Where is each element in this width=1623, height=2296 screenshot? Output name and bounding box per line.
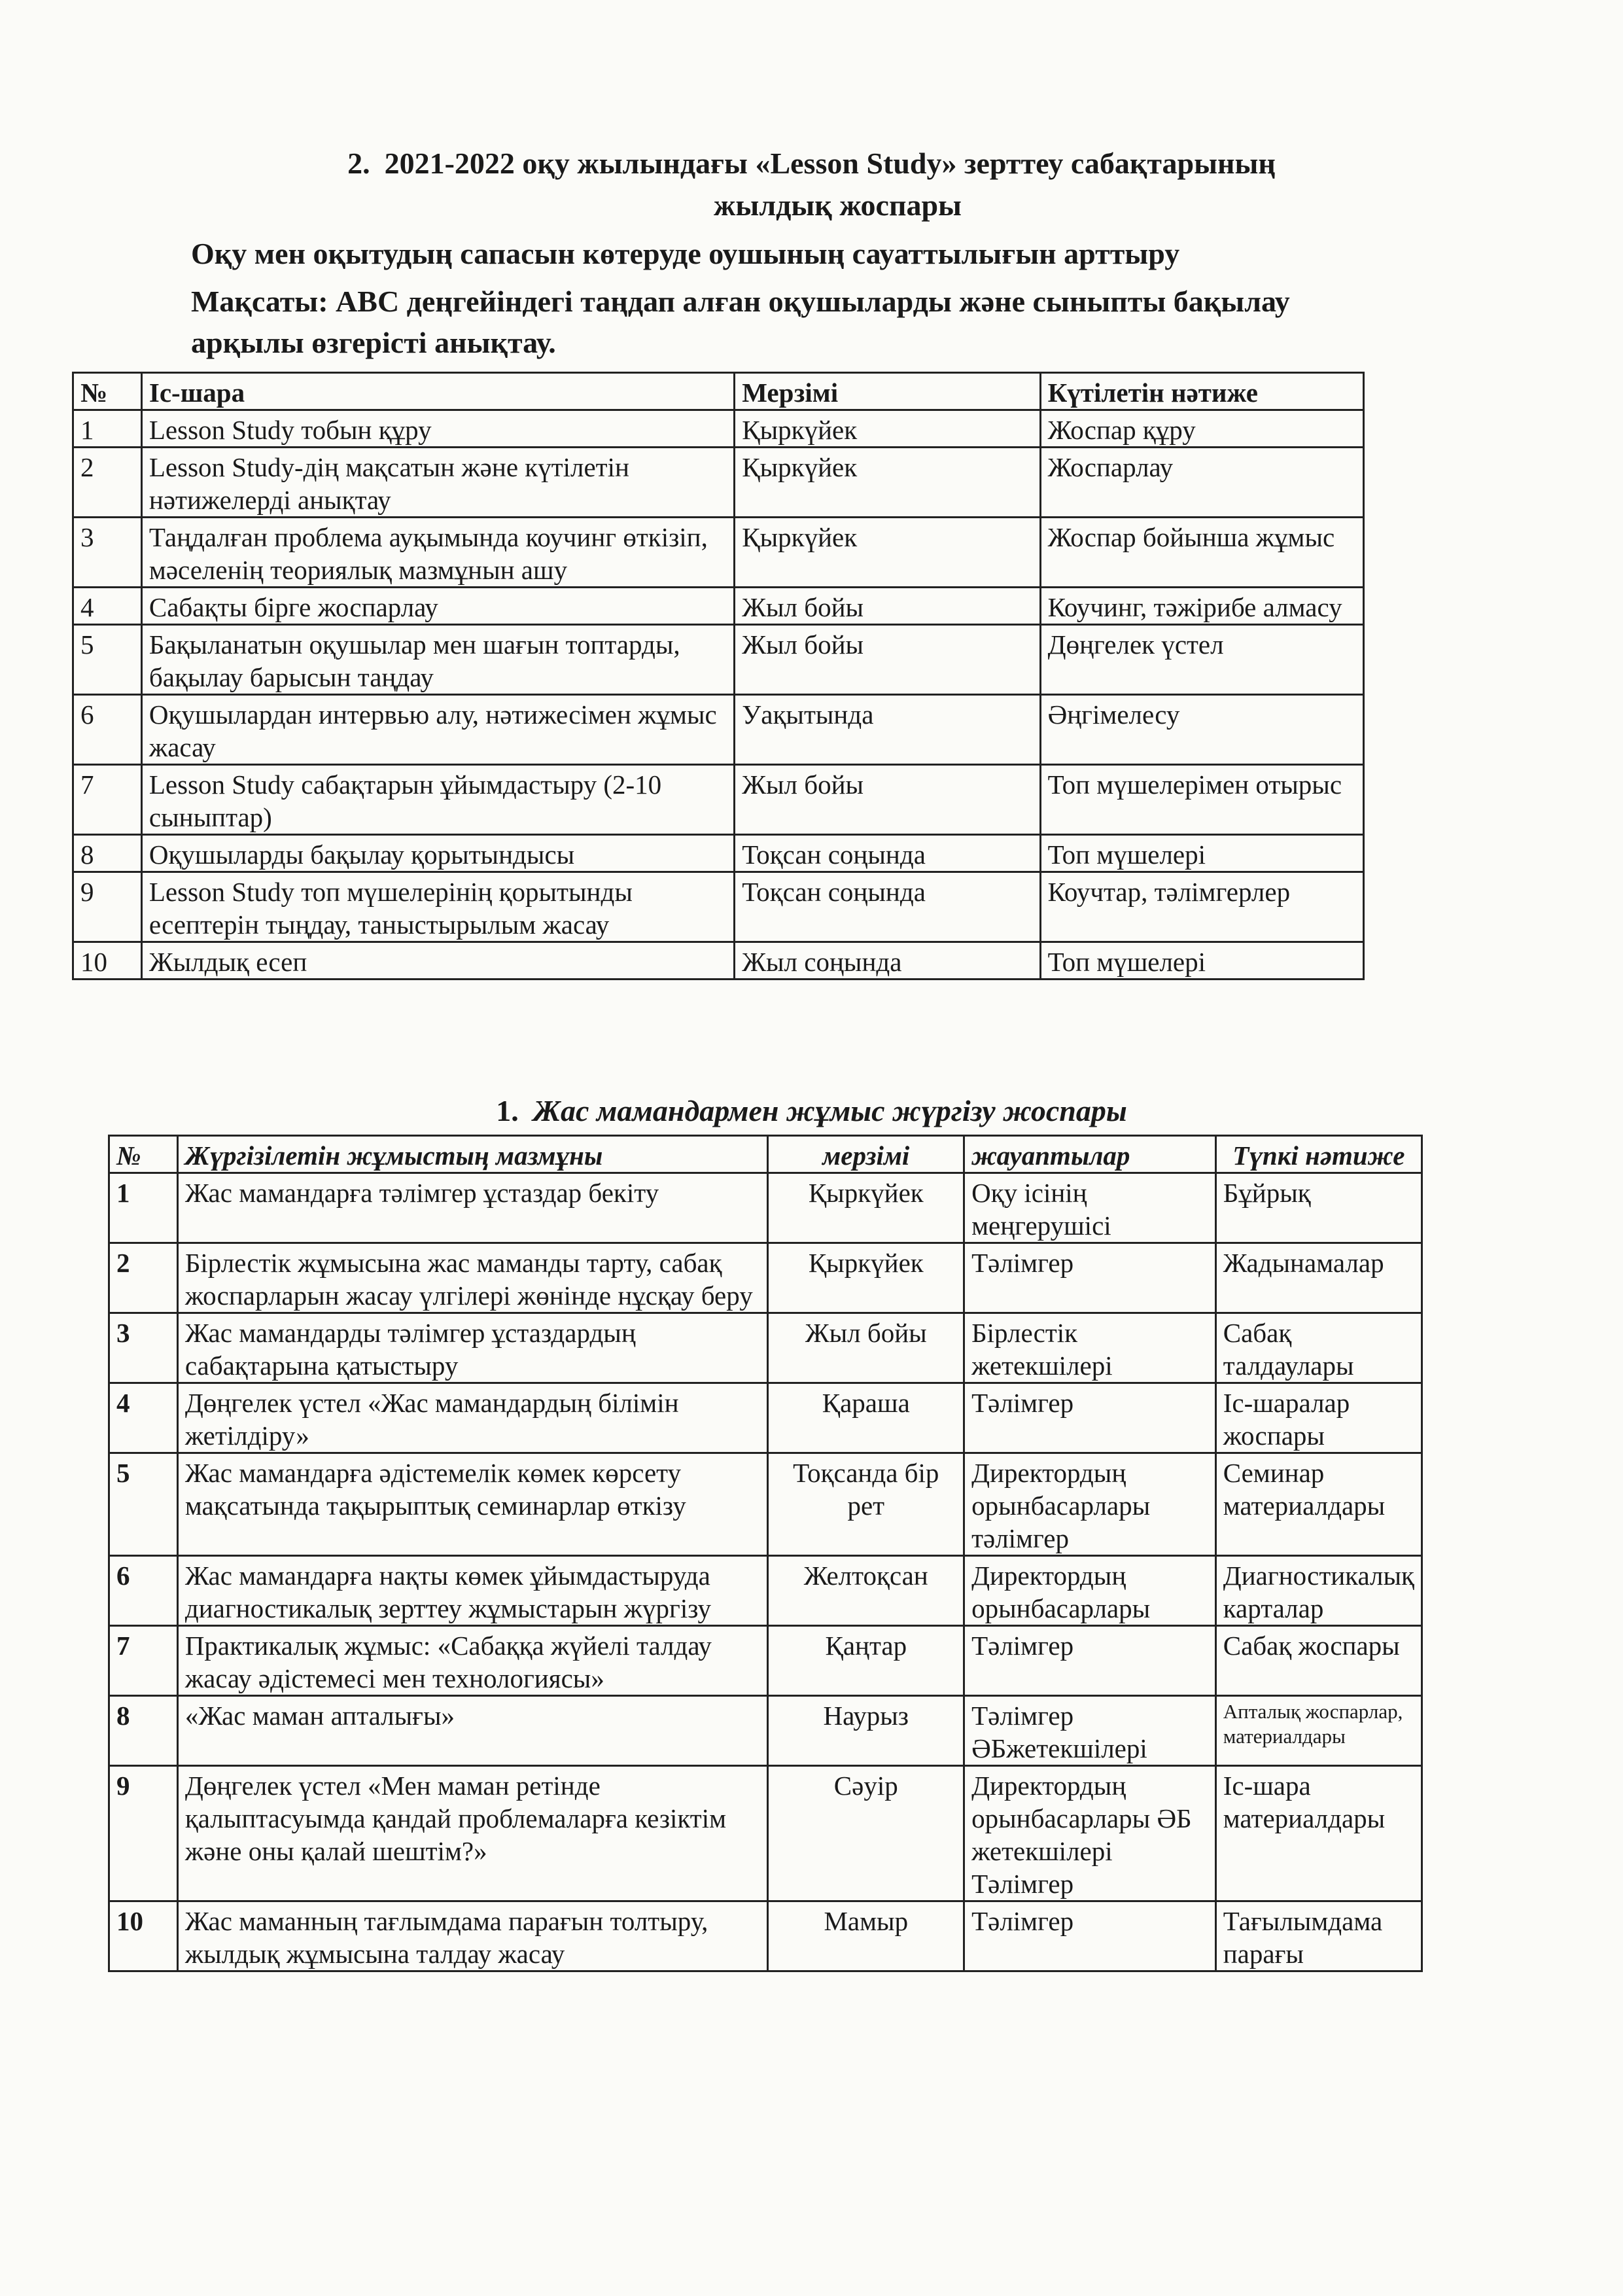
row-expected-result: Жоспарлау [1040, 448, 1363, 518]
row-number: 1 [73, 410, 142, 448]
section2-title: 1. Жас мамандармен жұмыс жүргізу жоспары [496, 1094, 1127, 1127]
row-final-result: Іс-шара материалдары [1215, 1766, 1422, 1901]
row-expected-result: Жоспар бойынша жұмыс [1040, 518, 1363, 588]
row-number: 5 [109, 1453, 178, 1556]
lesson-study-plan-table [72, 372, 1365, 980]
section1-title-line1: 2. 2021-2022 оқу жылындағы «Lesson Study» зерттеу сабақтарының [0, 145, 1623, 182]
row-activity: Таңдалған проблема ауқымында коучинг өткізіп, мәселенің теориялық мазмұнын ашу [141, 518, 734, 588]
row-content: Практикалық жұмыс: «Сабаққа жүйелі талдау жасау әдістемесі мен технологиясы» [177, 1626, 768, 1696]
row-activity: Бақыланатын оқушылар мен шағын топтарды, бақылау барысын таңдау [141, 625, 734, 695]
row-expected-result: Коучтар, тәлімгерлер [1040, 872, 1363, 942]
row-content: Дөңгелек үстел «Мен маман ретінде қалыптасуымда қандай проблемаларға кезіктім және оны қалай шештім?» [177, 1766, 768, 1901]
row-responsible: Тәлімгер [964, 1901, 1216, 1971]
table-row [109, 1243, 1422, 1313]
row-final-result: Сабақ жоспары [1215, 1626, 1422, 1696]
table-row [73, 765, 1364, 835]
row-activity: Lesson Study тобын құру [141, 410, 734, 448]
row-activity: Lesson Study топ мүшелерінің қорытынды есептерін тыңдау, таныстырылым жасау [141, 872, 734, 942]
table-row [109, 1453, 1422, 1556]
row-activity: Lesson Study сабақтарын ұйымдастыру (2-10 сыныптар) [141, 765, 734, 835]
row-number: 8 [73, 835, 142, 872]
table-row [73, 835, 1364, 872]
table-header-row [73, 373, 1364, 410]
row-deadline: Қыркүйек [735, 410, 1040, 448]
row-responsible: Тәлімгер [964, 1383, 1216, 1453]
row-deadline: Жыл бойы [735, 588, 1040, 625]
row-deadline: Қыркүйек [735, 448, 1040, 518]
section1-subtitle: Оқу мен оқытудың сапасын көтеруде оушының сауаттылығын арттыру [191, 237, 1180, 270]
table-row [73, 942, 1364, 980]
section1-number: 2. [347, 147, 370, 180]
header-deadline: мерзімі [768, 1136, 964, 1173]
row-number: 2 [109, 1243, 178, 1313]
row-number: 10 [73, 942, 142, 980]
row-responsible: Оқу ісінің меңгерушісі [964, 1173, 1216, 1243]
section1-title-line2: жылдық жоспары [714, 188, 962, 222]
row-deadline: Тоқсан соңында [735, 872, 1040, 942]
row-deadline: Желтоқсан [768, 1556, 964, 1626]
row-deadline: Тоқсан соңында [735, 835, 1040, 872]
row-number: 7 [109, 1626, 178, 1696]
table-row [73, 518, 1364, 588]
row-deadline: Уақытында [735, 695, 1040, 765]
row-final-result: Іс-шаралар жоспары [1215, 1383, 1422, 1453]
row-number: 5 [73, 625, 142, 695]
row-content: Жас мамандарға тәлімгер ұстаздар бекіту [177, 1173, 768, 1243]
row-number: 9 [109, 1766, 178, 1901]
row-content: Дөңгелек үстел «Жас мамандардың білімін жетілдіру» [177, 1383, 768, 1453]
table-row [73, 625, 1364, 695]
row-expected-result: Жоспар құру [1040, 410, 1363, 448]
table-row [109, 1383, 1422, 1453]
row-deadline: Жыл бойы [768, 1313, 964, 1383]
row-responsible: Директордың орынбасарлары ӘБ жетекшілері Тәлімгер [964, 1766, 1216, 1901]
row-deadline: Қыркүйек [768, 1243, 964, 1313]
header-final-result: Түпкі нәтиже [1215, 1136, 1422, 1173]
row-responsible: Директордың орынбасарлары [964, 1556, 1216, 1626]
header-number: № [73, 373, 142, 410]
row-activity: Оқушыларды бақылау қорытындысы [141, 835, 734, 872]
table-row [73, 448, 1364, 518]
row-number: 10 [109, 1901, 178, 1971]
header-activity: Іс-шара [141, 373, 734, 410]
row-activity: Оқушылардан интервью алу, нәтижесімен жұмыс жасау [141, 695, 734, 765]
row-number: 1 [109, 1173, 178, 1243]
row-responsible: Бірлестік жетекшілері [964, 1313, 1216, 1383]
row-number: 3 [73, 518, 142, 588]
header-deadline: Мерзімі [735, 373, 1040, 410]
row-deadline: Қараша [768, 1383, 964, 1453]
row-deadline: Сәуір [768, 1766, 964, 1901]
row-activity: Жылдық есеп [141, 942, 734, 980]
row-final-result: Бұйрық [1215, 1173, 1422, 1243]
row-expected-result: Әңгімелесу [1040, 695, 1363, 765]
row-deadline: Мамыр [768, 1901, 964, 1971]
row-activity: Lesson Study-дің мақсатын және күтілетін нәтижелерді анықтау [141, 448, 734, 518]
row-content: Жас мамандарға нақты көмек ұйымдастыруда диагностикалық зерттеу жұмыстарын жүргізу [177, 1556, 768, 1626]
section1-goal-line1: Мақсаты: АВС деңгейіндегі таңдап алған оқушыларды және сыныпты бақылау [191, 285, 1290, 318]
row-activity: Сабақты бірге жоспарлау [141, 588, 734, 625]
row-final-result: Жадынамалар [1215, 1243, 1422, 1313]
row-deadline: Жыл соңында [735, 942, 1040, 980]
row-content: Жас мамандарды тәлімгер ұстаздардың сабақтарына қатыстыру [177, 1313, 768, 1383]
row-expected-result: Топ мүшелері [1040, 942, 1363, 980]
row-number: 6 [73, 695, 142, 765]
row-expected-result: Коучинг, тәжірибе алмасу [1040, 588, 1363, 625]
row-expected-result: Дөңгелек үстел [1040, 625, 1363, 695]
row-final-result: Диагностикалық карталар [1215, 1556, 1422, 1626]
row-deadline: Қыркүйек [735, 518, 1040, 588]
table-row [109, 1626, 1422, 1696]
row-content: Жас маманның тағлымдама парағын толтыру, жылдық жұмысына талдау жасау [177, 1901, 768, 1971]
young-specialists-plan-table [108, 1135, 1423, 1972]
section1-goal-line2: арқылы өзгерісті анықтау. [191, 326, 556, 359]
row-responsible: Тәлімгер [964, 1626, 1216, 1696]
row-deadline: Жыл бойы [735, 765, 1040, 835]
row-final-result: Семинар материалдары [1215, 1453, 1422, 1556]
row-final-result: Тағылымдама парағы [1215, 1901, 1422, 1971]
header-content: Жүргізілетін жұмыстың мазмұны [177, 1136, 768, 1173]
row-deadline: Наурыз [768, 1696, 964, 1766]
row-number: 7 [73, 765, 142, 835]
row-number: 2 [73, 448, 142, 518]
row-responsible: Тәлімгер ӘБжетекшілері [964, 1696, 1216, 1766]
row-deadline: Жыл бойы [735, 625, 1040, 695]
table-row [109, 1556, 1422, 1626]
table-row [73, 695, 1364, 765]
row-number: 8 [109, 1696, 178, 1766]
table-row [73, 588, 1364, 625]
row-number: 9 [73, 872, 142, 942]
header-expected-result: Күтілетін нәтиже [1040, 373, 1363, 410]
header-number: № [109, 1136, 178, 1173]
table-row [109, 1313, 1422, 1383]
row-number: 4 [109, 1383, 178, 1453]
row-content: Жас мамандарға әдістемелік көмек көрсету мақсатында тақырыптық семинарлар өткізу [177, 1453, 768, 1556]
table-row [109, 1173, 1422, 1243]
row-final-result: Апталық жоспарлар, материалдары [1215, 1696, 1422, 1766]
row-number: 6 [109, 1556, 178, 1626]
row-number: 3 [109, 1313, 178, 1383]
table-row [73, 410, 1364, 448]
row-deadline: Қаңтар [768, 1626, 964, 1696]
row-content: «Жас маман апталығы» [177, 1696, 768, 1766]
row-deadline: Тоқсанда бір рет [768, 1453, 964, 1556]
row-final-result: Сабақ талдаулары [1215, 1313, 1422, 1383]
section2-number: 1. [496, 1094, 519, 1127]
row-content: Бірлестік жұмысына жас маманды тарту, сабақ жоспарларын жасау үлгілері жөнінде нұсқау беру [177, 1243, 768, 1313]
row-expected-result: Топ мүшелерімен отырыс [1040, 765, 1363, 835]
table-row [73, 872, 1364, 942]
header-responsible: жауаптылар [964, 1136, 1216, 1173]
row-responsible: Директордың орынбасарлары тәлімгер [964, 1453, 1216, 1556]
row-expected-result: Топ мүшелері [1040, 835, 1363, 872]
table-row [109, 1696, 1422, 1766]
row-deadline: Қыркүйек [768, 1173, 964, 1243]
table-row [109, 1766, 1422, 1901]
table-header-row [109, 1136, 1422, 1173]
row-number: 4 [73, 588, 142, 625]
row-responsible: Тәлімгер [964, 1243, 1216, 1313]
table-row [109, 1901, 1422, 1971]
